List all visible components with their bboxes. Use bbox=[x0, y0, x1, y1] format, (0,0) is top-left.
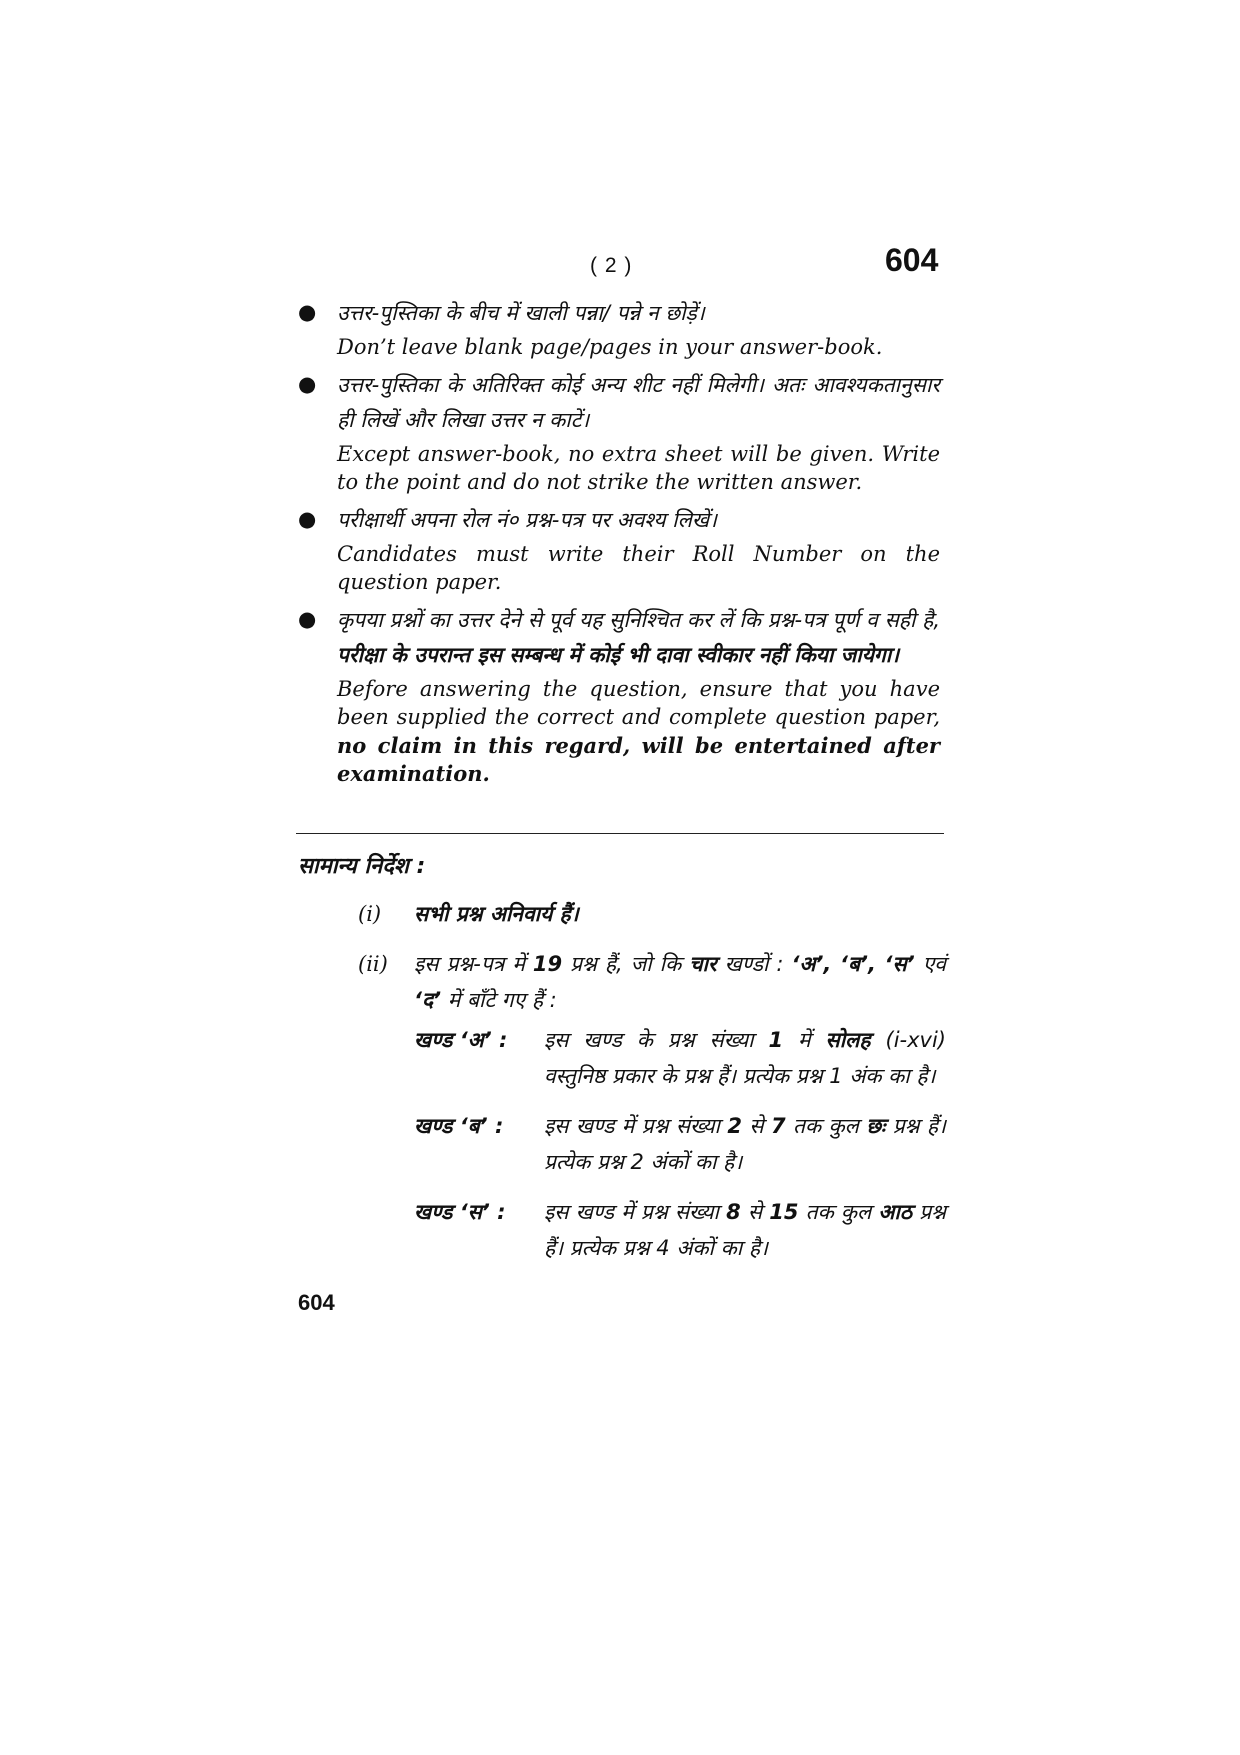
general-item bbox=[356, 896, 946, 932]
section-label: खण्ड ‘स’ : bbox=[414, 1200, 506, 1224]
text-run: प्रश्न हैं, जो कि bbox=[562, 952, 690, 976]
page-number: ( 2 ) bbox=[590, 254, 633, 277]
text-run: से bbox=[740, 1200, 770, 1224]
instruction-english: Except answer-book, no extra sheet will be given. Write to the point and do not strike the written answer. bbox=[337, 441, 940, 494]
question-number: 15 bbox=[769, 1200, 799, 1224]
section-c bbox=[414, 1194, 946, 1266]
question-number: 8 bbox=[726, 1200, 741, 1224]
bullet-icon: ● bbox=[298, 506, 317, 531]
section-label: खण्ड ‘अ’ : bbox=[414, 1028, 508, 1052]
general-item-text: सभी प्रश्न अनिवार्य हैं। bbox=[414, 902, 579, 926]
instructions-list bbox=[298, 296, 940, 795]
text-run: तक कुल bbox=[785, 1114, 867, 1138]
bullet-icon: ● bbox=[298, 371, 317, 396]
section-text bbox=[544, 1022, 946, 1094]
question-count: 19 bbox=[532, 952, 563, 976]
section-text bbox=[544, 1108, 946, 1180]
general-instructions-heading: सामान्य निर्देश : bbox=[298, 854, 426, 879]
item-number: (i) bbox=[358, 902, 382, 926]
text-run: एवं bbox=[914, 952, 946, 976]
text-run: इस खण्ड में प्रश्न संख्या bbox=[544, 1114, 728, 1138]
text-run: से bbox=[742, 1114, 772, 1138]
bullet-icon: ● bbox=[298, 300, 317, 324]
instruction-item bbox=[298, 296, 940, 362]
text-run: में बाँटे गए हैं : bbox=[441, 988, 557, 1012]
text-run: तक कुल bbox=[798, 1200, 879, 1224]
text-run: इस खण्ड में प्रश्न संख्या bbox=[544, 1200, 727, 1224]
general-item bbox=[356, 946, 946, 1266]
count-word: आठ bbox=[878, 1200, 913, 1224]
section-label: खण्ड ‘ब’ : bbox=[414, 1114, 504, 1138]
instruction-item bbox=[298, 603, 940, 789]
question-number: 2 bbox=[727, 1114, 742, 1138]
instruction-english: Candidates must write their Roll Number on the question paper. bbox=[337, 541, 940, 594]
paper-code-header: 604 bbox=[885, 242, 939, 278]
instruction-english-text: Before answering the question, ensure that you have been supplied the correct and complete question paper, bbox=[337, 676, 940, 729]
instruction-hindi: परीक्षार्थी अपना रोल नं० प्रश्न-पत्र पर अवश्य लिखें। bbox=[337, 507, 717, 532]
count-word: सोलह bbox=[825, 1028, 871, 1052]
instruction-item bbox=[298, 503, 940, 597]
section-text bbox=[544, 1194, 946, 1266]
instruction-hindi bbox=[337, 603, 940, 673]
count-word: छः bbox=[866, 1114, 886, 1138]
general-item-text bbox=[414, 946, 946, 1018]
section-name-last: ‘द’ bbox=[414, 988, 442, 1012]
instruction-english: Don’t leave blank page/pages in your answer-book. bbox=[337, 335, 883, 359]
sections-list bbox=[414, 1022, 946, 1266]
instruction-english bbox=[337, 675, 940, 789]
item-number: (ii) bbox=[358, 952, 388, 976]
instruction-hindi: उत्तर-पुस्तिका के बीच में खाली पन्ना/ पन्ने न छोड़ें। bbox=[337, 301, 705, 325]
section-a bbox=[414, 1022, 946, 1094]
section-b bbox=[414, 1108, 946, 1180]
text-run: इस खण्ड के प्रश्न संख्या bbox=[544, 1028, 769, 1052]
paper-code-footer: 604 bbox=[298, 1290, 335, 1315]
text-run: प्रश्न हैं। प्रत्येक प्रश्न 2 अंकों का है। bbox=[544, 1114, 947, 1174]
instruction-item bbox=[298, 368, 940, 497]
question-number: 1 bbox=[768, 1028, 784, 1052]
instruction-hindi-text: कृपया प्रश्नों का उत्तर देने से पूर्व यह सुनिश्चित कर लें कि प्रश्न-पत्र पूर्ण व सही है, bbox=[337, 607, 940, 632]
instruction-hindi-bold: परीक्षा के उपरान्त इस सम्बन्ध में कोई भी दावा स्वीकार नहीं किया जायेगा। bbox=[337, 642, 900, 667]
divider-line bbox=[296, 833, 944, 834]
text-run: प्रश्न हैं। प्रत्येक प्रश्न 4 अंकों का है। bbox=[544, 1200, 946, 1260]
question-number: 7 bbox=[771, 1114, 786, 1138]
text-run: इस प्रश्न-पत्र में bbox=[414, 952, 533, 976]
text-run: खण्डों : bbox=[716, 952, 792, 976]
general-instructions-list bbox=[356, 896, 946, 1280]
section-count: चार bbox=[689, 952, 717, 976]
text-run: (i-xvi) वस्तुनिष्ठ प्रकार के प्रश्न हैं। प्रत्येक प्रश्न 1 अंक का है। bbox=[544, 1028, 946, 1088]
bullet-icon: ● bbox=[298, 606, 317, 631]
instruction-english-bold: no claim in this regard, will be entertained after examination. bbox=[337, 732, 940, 786]
instruction-hindi: उत्तर-पुस्तिका के अतिरिक्त कोई अन्य शीट नहीं मिलेगी। अतः आवश्यकतानुसार ही लिखें और लिखा उत्तर न काटें। bbox=[337, 372, 940, 432]
text-run: में bbox=[783, 1028, 826, 1052]
section-names: ‘अ’, ‘ब’, ‘स’ bbox=[791, 952, 915, 976]
